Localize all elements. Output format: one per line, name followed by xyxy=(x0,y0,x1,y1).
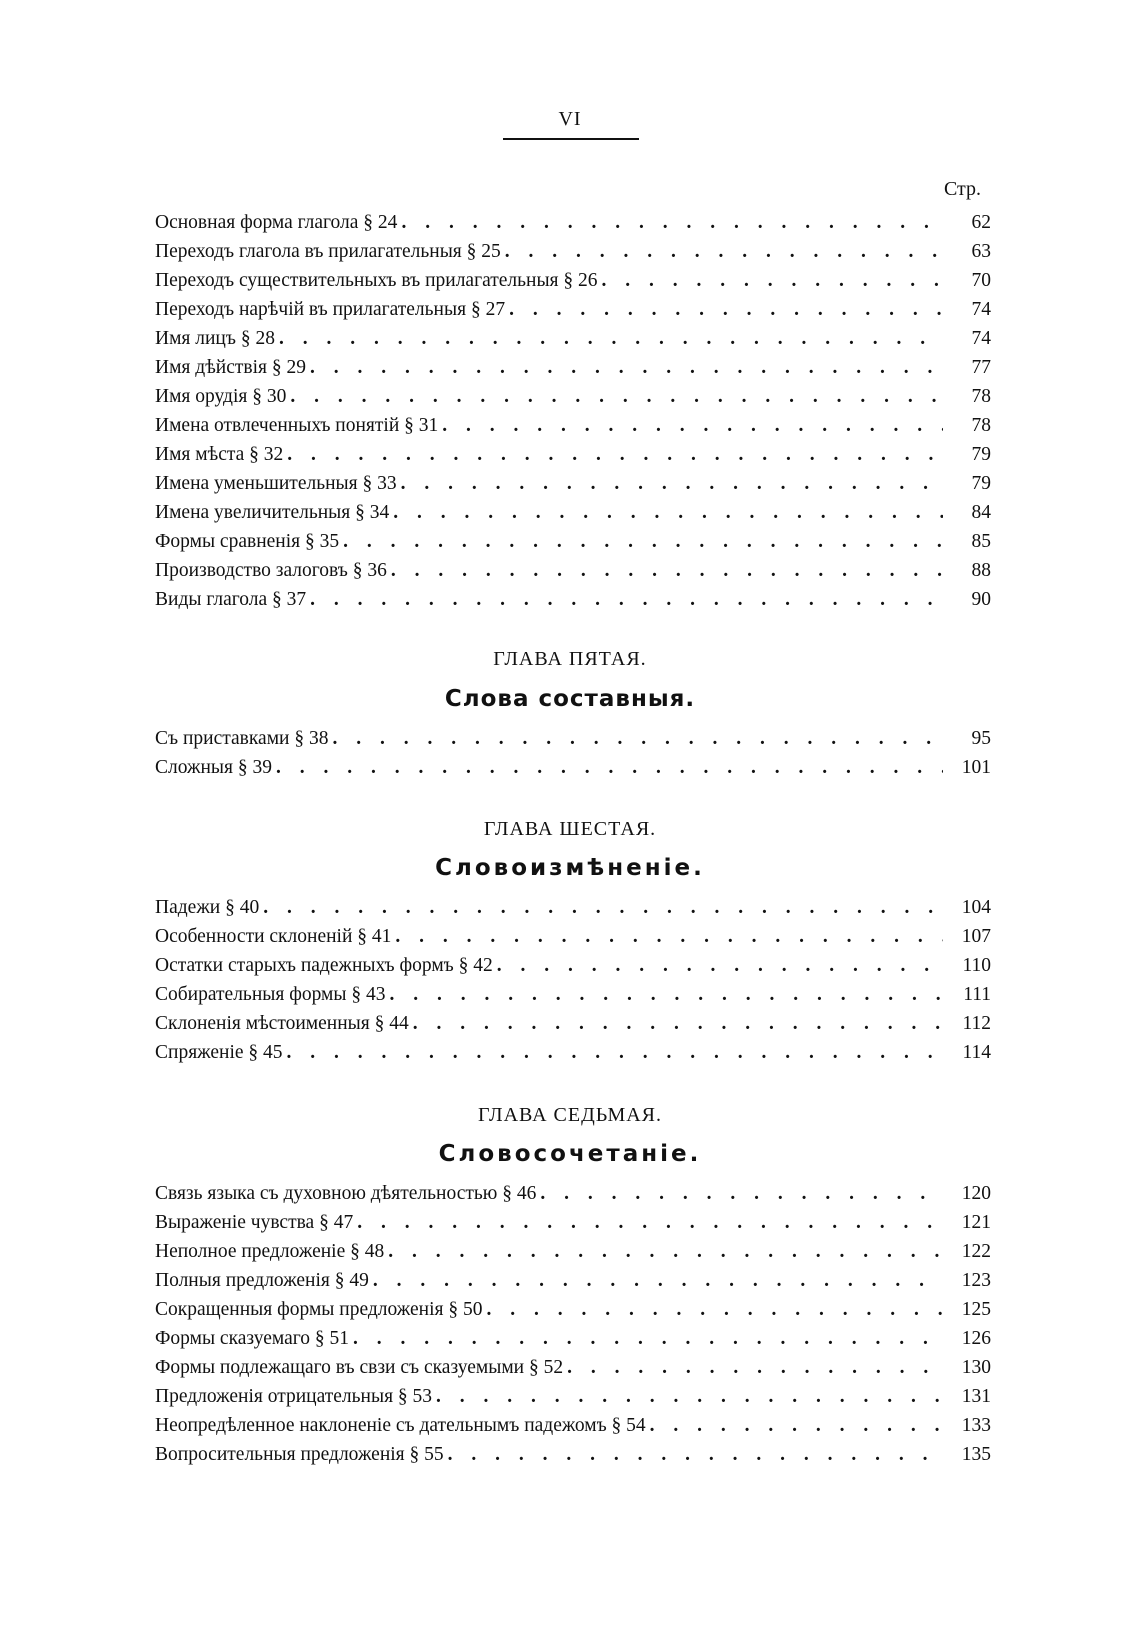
toc-entry xyxy=(155,1009,991,1038)
toc-entry-title: Собирательныя формы § 43 xyxy=(155,984,386,1005)
toc-entry-page: 121 xyxy=(961,1212,991,1233)
toc-entry-title: Имена отвлеченныхъ понятій § 31 xyxy=(155,415,439,436)
toc-dot-leader xyxy=(401,208,943,237)
toc-entry-page: 90 xyxy=(971,589,991,610)
toc-entry-title: Полныя предложенія § 49 xyxy=(155,1270,369,1291)
toc-entry xyxy=(155,585,991,614)
toc-entry-title: Неопредѣленное наклоненіе съ дательнымъ падежомъ § 54 xyxy=(155,1415,646,1436)
toc-entry-page: 79 xyxy=(971,444,991,465)
toc-entry-title: Имена увеличительныя § 34 xyxy=(155,502,390,523)
toc-list-part1 xyxy=(155,208,991,614)
toc-entry xyxy=(155,1179,991,1208)
toc-dot-leader xyxy=(353,1324,943,1353)
toc-entry-title: Остатки старыхъ падежныхъ формъ § 42 xyxy=(155,955,493,976)
toc-entry xyxy=(155,440,991,469)
toc-entry-title: Имена уменьшительныя § 33 xyxy=(155,473,397,494)
toc-dot-leader xyxy=(373,1266,943,1295)
toc-entry-title: Съ приставками § 38 xyxy=(155,728,329,749)
toc-dot-leader xyxy=(391,556,943,585)
toc-entry xyxy=(155,922,991,951)
toc-dot-leader xyxy=(310,585,943,614)
toc-entry-page: 135 xyxy=(961,1444,991,1465)
toc-entry xyxy=(155,1411,991,1440)
toc-entry-title: Имя орудія § 30 xyxy=(155,386,287,407)
chapter-5-label: ГЛАВА ПЯТАЯ. xyxy=(493,648,647,670)
toc-entry xyxy=(155,556,991,585)
toc-entry xyxy=(155,208,991,237)
toc-entry-title: Переходъ глагола въ прилагательныя § 25 xyxy=(155,241,501,262)
toc-entry-page: 101 xyxy=(961,757,991,778)
toc-entry-title: Формы сказуемаго § 51 xyxy=(155,1328,349,1349)
toc-entry xyxy=(155,469,991,498)
toc-entry xyxy=(155,980,991,1009)
toc-dot-leader xyxy=(287,1038,943,1067)
toc-dot-leader xyxy=(401,469,943,498)
page-number: VI xyxy=(558,108,582,130)
toc-dot-leader xyxy=(357,1208,943,1237)
toc-entry-title: Формы сравненія § 35 xyxy=(155,531,340,552)
toc-dot-leader xyxy=(486,1295,943,1324)
toc-dot-leader xyxy=(567,1353,943,1382)
toc-list-chapter6 xyxy=(155,893,991,1067)
toc-dot-leader xyxy=(436,1382,943,1411)
toc-entry-page: 85 xyxy=(971,531,991,552)
toc-dot-leader xyxy=(310,353,943,382)
toc-entry-title: Переходъ существительныхъ въ прилагательныя § 26 xyxy=(155,270,598,291)
toc-entry-title: Предложенія отрицательныя § 53 xyxy=(155,1386,433,1407)
toc-entry xyxy=(155,353,991,382)
chapter-7-label: ГЛАВА СЕДЬМАЯ. xyxy=(477,1104,663,1126)
toc-entry-page: 74 xyxy=(971,299,991,320)
toc-entry-page: 63 xyxy=(971,241,991,262)
toc-dot-leader xyxy=(389,980,943,1009)
toc-dot-leader xyxy=(332,724,943,753)
toc-entry-title: Сложныя § 39 xyxy=(155,757,272,778)
toc-dot-leader xyxy=(540,1179,943,1208)
toc-entry-title: Неполное предложеніе § 48 xyxy=(155,1241,385,1262)
toc-entry-page: 70 xyxy=(971,270,991,291)
toc-entry-title: Сокращенныя формы предложенія § 50 xyxy=(155,1299,483,1320)
toc-entry xyxy=(155,724,991,753)
toc-dot-leader xyxy=(505,237,943,266)
toc-entry xyxy=(155,1038,991,1067)
toc-dot-leader xyxy=(448,1440,943,1469)
toc-entry xyxy=(155,382,991,411)
toc-list-chapter5 xyxy=(155,724,991,782)
toc-entry xyxy=(155,1266,991,1295)
toc-entry-page: 131 xyxy=(961,1386,991,1407)
toc-entry-title: Особенности склоненій § 41 xyxy=(155,926,392,947)
toc-entry xyxy=(155,295,991,324)
toc-entry-title: Спряженіе § 45 xyxy=(155,1042,283,1063)
toc-entry-page: 77 xyxy=(971,357,991,378)
toc-entry-page: 125 xyxy=(961,1299,991,1320)
chapter-7-title: Словосочетаніе. xyxy=(438,1141,702,1167)
toc-entry-page: 111 xyxy=(963,984,991,1005)
toc-entry-page: 114 xyxy=(962,1042,991,1063)
toc-dot-leader xyxy=(276,753,943,782)
toc-list-chapter7 xyxy=(155,1179,991,1469)
toc-entry xyxy=(155,893,991,922)
toc-entry xyxy=(155,527,991,556)
toc-dot-leader xyxy=(263,893,943,922)
toc-entry-page: 107 xyxy=(961,926,991,947)
toc-entry xyxy=(155,1324,991,1353)
toc-entry xyxy=(155,411,991,440)
toc-dot-leader xyxy=(497,951,943,980)
toc-entry xyxy=(155,951,991,980)
toc-entry xyxy=(155,237,991,266)
toc-dot-leader xyxy=(442,411,943,440)
toc-entry-page: 112 xyxy=(962,1013,991,1034)
toc-entry-page: 130 xyxy=(961,1357,991,1378)
toc-dot-leader xyxy=(388,1237,943,1266)
toc-entry xyxy=(155,1295,991,1324)
toc-entry-page: 74 xyxy=(971,328,991,349)
toc-entry-title: Склоненія мѣстоименныя § 44 xyxy=(155,1013,409,1034)
toc-entry xyxy=(155,1237,991,1266)
toc-entry-page: 84 xyxy=(971,502,991,523)
toc-entry-title: Основная форма глагола § 24 xyxy=(155,212,398,233)
toc-entry-title: Переходъ нарѣчій въ прилагательныя § 27 xyxy=(155,299,506,320)
toc-entry xyxy=(155,1440,991,1469)
toc-entry-page: 122 xyxy=(961,1241,991,1262)
toc-entry xyxy=(155,1208,991,1237)
chapter-6-label: ГЛАВА ШЕСТАЯ. xyxy=(483,818,657,840)
toc-entry-page: 95 xyxy=(971,728,991,749)
toc-entry-page: 126 xyxy=(961,1328,991,1349)
toc-entry-title: Имя дѣйствія § 29 xyxy=(155,357,306,378)
toc-entry-page: 104 xyxy=(961,897,991,918)
toc-entry xyxy=(155,266,991,295)
toc-entry xyxy=(155,1382,991,1411)
toc-dot-leader xyxy=(279,324,943,353)
toc-entry-title: Выраженіе чувства § 47 xyxy=(155,1212,354,1233)
toc-entry-title: Виды глагола § 37 xyxy=(155,589,307,610)
toc-entry-page: 110 xyxy=(962,955,991,976)
toc-entry-page: 88 xyxy=(971,560,991,581)
toc-dot-leader xyxy=(413,1009,943,1038)
toc-entry-title: Производство залоговъ § 36 xyxy=(155,560,387,581)
toc-dot-leader xyxy=(509,295,943,324)
toc-entry xyxy=(155,498,991,527)
toc-entry-title: Имя мѣста § 32 xyxy=(155,444,284,465)
toc-entry xyxy=(155,753,991,782)
toc-entry xyxy=(155,1353,991,1382)
toc-entry-title: Падежи § 40 xyxy=(155,897,260,918)
chapter-6-title: Словоизмѣненіе. xyxy=(435,855,705,881)
toc-entry-page: 78 xyxy=(971,415,991,436)
toc-dot-leader xyxy=(393,498,943,527)
toc-entry-title: Формы подлежащаго въ свзи съ сказуемыми § 52 xyxy=(155,1357,564,1378)
toc-entry-page: 123 xyxy=(961,1270,991,1291)
toc-entry-page: 62 xyxy=(971,212,991,233)
page-number-rule xyxy=(503,138,639,140)
toc-entry-title: Имя лицъ § 28 xyxy=(155,328,275,349)
toc-entry xyxy=(155,324,991,353)
toc-entry-title: Вопросительныя предложенія § 55 xyxy=(155,1444,444,1465)
toc-dot-leader xyxy=(343,527,943,556)
toc-entry-page: 120 xyxy=(961,1183,991,1204)
toc-dot-leader xyxy=(650,1411,943,1440)
toc-entry-page: 78 xyxy=(971,386,991,407)
toc-dot-leader xyxy=(290,382,943,411)
toc-entry-page: 79 xyxy=(971,473,991,494)
toc-dot-leader xyxy=(602,266,943,295)
toc-entry-title: Связь языка съ духовною дѣятельностью § 46 xyxy=(155,1183,537,1204)
toc-dot-leader xyxy=(395,922,943,951)
page-column-header: Стр. xyxy=(943,178,981,200)
toc-dot-leader xyxy=(287,440,943,469)
toc-entry-page: 133 xyxy=(961,1415,991,1436)
chapter-5-title: Слова составныя. xyxy=(444,686,696,712)
